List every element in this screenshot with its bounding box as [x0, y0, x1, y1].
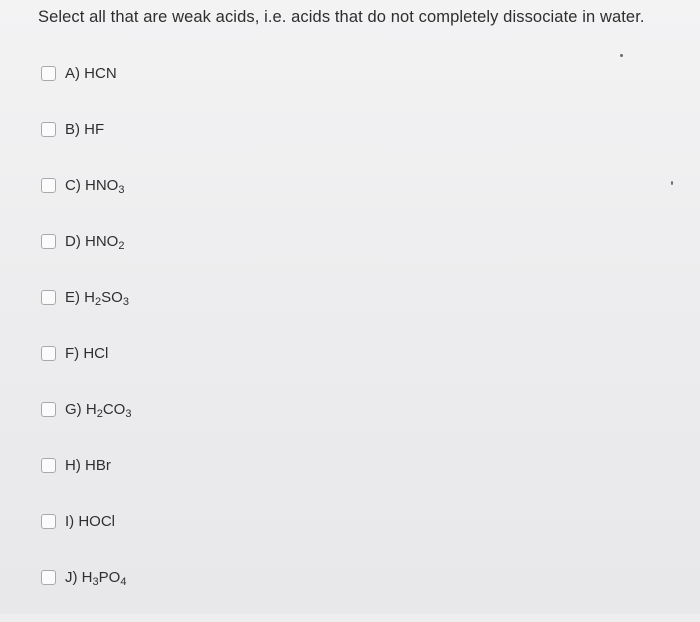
formula-subscript: 2 [118, 239, 125, 252]
checkbox[interactable] [41, 66, 56, 81]
option-label [65, 233, 124, 250]
formula-text: HF [84, 120, 105, 138]
question-prompt: Select all that are weak acids, i.e. acids that do not completely dissociate in water. [38, 8, 645, 26]
option-letter: H) [65, 456, 81, 474]
answer-options-list [41, 62, 131, 622]
stray-mark [620, 54, 623, 57]
option-label [65, 401, 131, 418]
answer-option[interactable] [41, 566, 131, 588]
answer-option[interactable] [41, 398, 131, 420]
formula-subscript: 2 [95, 295, 102, 308]
option-letter: C) [65, 176, 81, 194]
formula-text: H [84, 288, 96, 306]
formula-text: HCN [84, 64, 117, 82]
answer-option[interactable] [41, 118, 131, 140]
formula-text: CO [102, 400, 126, 418]
option-label [65, 121, 104, 138]
option-letter: A) [65, 64, 80, 82]
checkbox[interactable] [41, 514, 56, 529]
formula-text: H [81, 568, 93, 586]
formula-subscript: 3 [118, 183, 125, 196]
formula-text: HNO [85, 176, 119, 194]
option-label [65, 289, 129, 306]
formula-subscript: 2 [96, 407, 103, 420]
answer-option[interactable] [41, 342, 131, 364]
checkbox[interactable] [41, 122, 56, 137]
option-letter: F) [65, 344, 80, 362]
checkbox[interactable] [41, 402, 56, 417]
checkbox[interactable] [41, 178, 56, 193]
option-letter: E) [65, 288, 80, 306]
answer-option[interactable] [41, 510, 131, 532]
formula-text: HCl [83, 344, 109, 362]
answer-option[interactable] [41, 454, 131, 476]
formula-subscript: 4 [120, 575, 127, 588]
checkbox[interactable] [41, 570, 56, 585]
formula-text: SO [101, 288, 123, 306]
option-label [65, 345, 108, 362]
answer-option[interactable] [41, 174, 131, 196]
formula-subscript: 3 [92, 575, 99, 588]
formula-text: HOCl [78, 512, 116, 530]
formula-subscript: 3 [122, 295, 129, 308]
checkbox[interactable] [41, 346, 56, 361]
formula-subscript: 3 [125, 407, 132, 420]
option-letter: I) [65, 512, 75, 530]
option-label [65, 457, 111, 474]
checkbox[interactable] [41, 290, 56, 305]
checkbox[interactable] [41, 234, 56, 249]
option-label [65, 65, 117, 82]
answer-option[interactable] [41, 62, 131, 84]
option-letter: D) [65, 232, 81, 250]
option-label [65, 177, 124, 194]
formula-text: H [85, 400, 97, 418]
option-letter: G) [65, 400, 82, 418]
answer-option[interactable] [41, 230, 131, 252]
option-label [65, 513, 115, 530]
formula-text: HNO [85, 232, 119, 250]
option-letter: J) [65, 568, 78, 586]
option-label [65, 569, 126, 586]
option-letter: B) [65, 120, 80, 138]
stray-mark [671, 181, 673, 185]
checkbox[interactable] [41, 458, 56, 473]
answer-option[interactable] [41, 286, 131, 308]
formula-text: PO [98, 568, 121, 586]
formula-text: HBr [85, 456, 111, 474]
